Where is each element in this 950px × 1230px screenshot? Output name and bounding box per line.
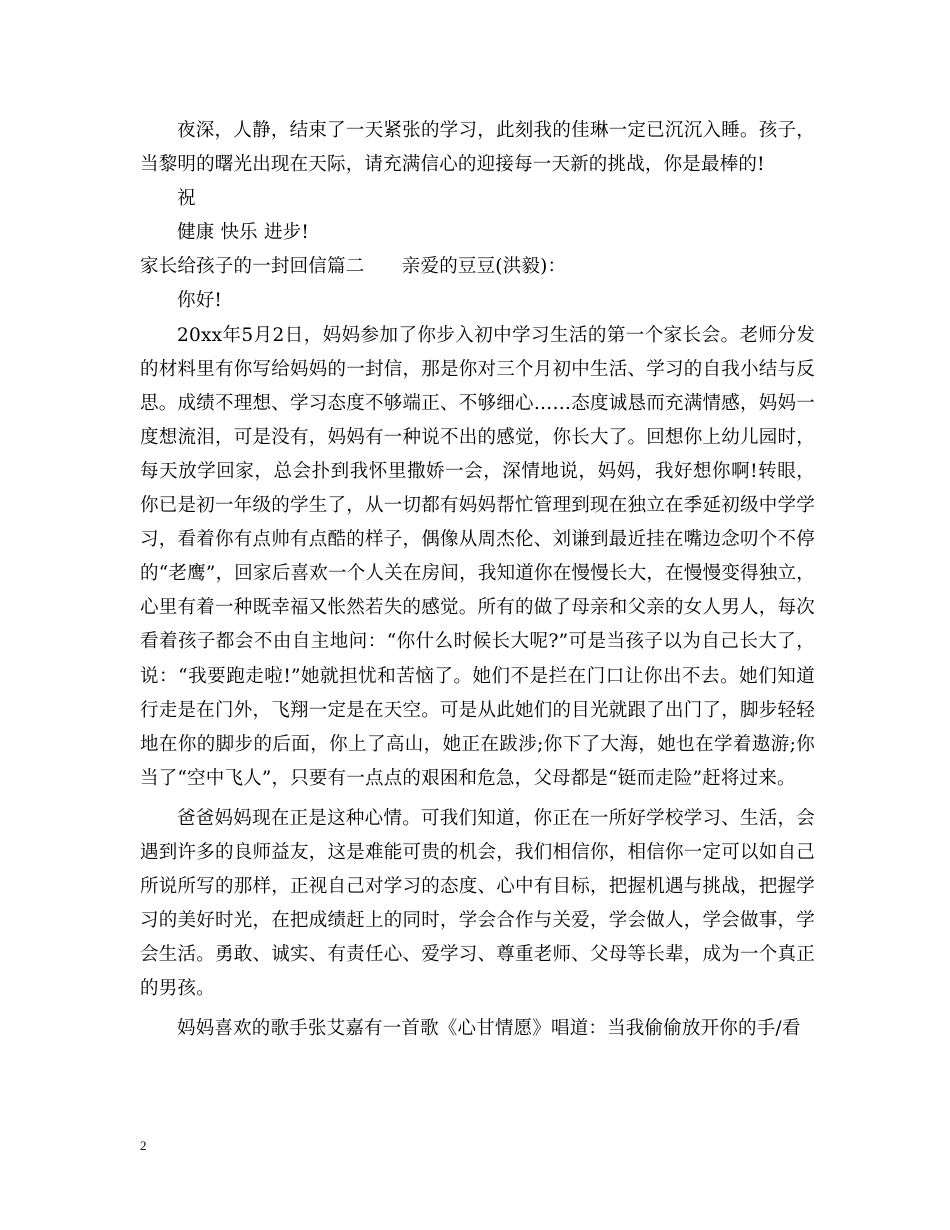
paragraph-song: 妈妈喜欢的歌手张艾嘉有一首歌《心甘情愿》唱道：当我偷偷放开你的手/看 bbox=[177, 1018, 801, 1040]
document-body bbox=[140, 114, 815, 1047]
letter-heading: 家长给孩子的一封回信篇二 亲爱的豆豆(洪毅)： bbox=[140, 256, 567, 278]
paragraph-night: 夜深，人静，结束了一天紧张的学习，此刻我的佳琳一定已沉沉入睡。孩子，当黎明的曙光出现在天际，请充满信心的迎接每一天新的挑战，你是最棒的! bbox=[140, 120, 815, 176]
paragraph-wish: 祝 bbox=[177, 188, 196, 210]
paragraph-parents-feeling: 爸爸妈妈现在正是这种心情。可我们知道，你正在一所好学校学习、生活，会遇到许多的良师益友，这是难能可贵的机会，我们相信你，相信你一定可以如自己所说所写的那样，正视自己对学习的态度、心中有目标，把握机遇与挑战，把握学习的美好时光，在把成绩赶上的同时，学会合作与关爱，学会做人，学会做事，学会生活。勇敢、诚实、有责任心、爱学习、尊重老师、父母等长辈，成为一个真正的男孩。 bbox=[140, 807, 815, 1000]
paragraph-greeting: 你好! bbox=[177, 290, 223, 312]
paragraph-blessing: 健康 快乐 进步! bbox=[177, 222, 309, 244]
page-number: 2 bbox=[140, 1138, 147, 1153]
paragraph-parent-meeting: 20xx年5月2日，妈妈参加了你步入初中学习生活的第一个家长会。老师分发的材料里有你写给妈妈的一封信，那是你对三个月初中生活、学习的自我小结与反思。成绩不理想、学习态度不够端正、不够细心……态度诚恳而充满情感，妈妈一度想流泪，可是没有，妈妈有一种说不出的感觉，你长大了。回想你上幼儿园时，每天放学回家，总会扑到我怀里撒娇一会，深情地说，妈妈，我好想你啊!转眼，你已是初一年级的学生了，从一切都有妈妈帮忙管理到现在独立在季延初级中学学习，看着你有点帅有点酷的样子，偶像从周杰伦、刘谦到最近挂在嘴边念叨个不停的“老鹰”，回家后喜欢一个人关在房间，我知道你在慢慢长大，在慢慢变得独立，心里有着一种既幸福又怅然若失的感觉。所有的做了母亲和父亲的女人男人，每次看着孩子都会不由自主地问：“你什么时候长大呢?”可是当孩子以为自己长大了，说：“我要跑走啦!”她就担忧和苦恼了。她们不是拦在门口让你出不去。她们知道行走是在门外，飞翔一定是在天空。可是从此她们的目光就跟了出门了，脚步轻轻地在你的脚步的后面，你上了高山，她正在跋涉;你下了大海，她也在学着遨游;你当了“空中飞人”，只要有一点点的艰困和危急，父母都是“铤而走险”赶将过来。 bbox=[140, 324, 815, 789]
